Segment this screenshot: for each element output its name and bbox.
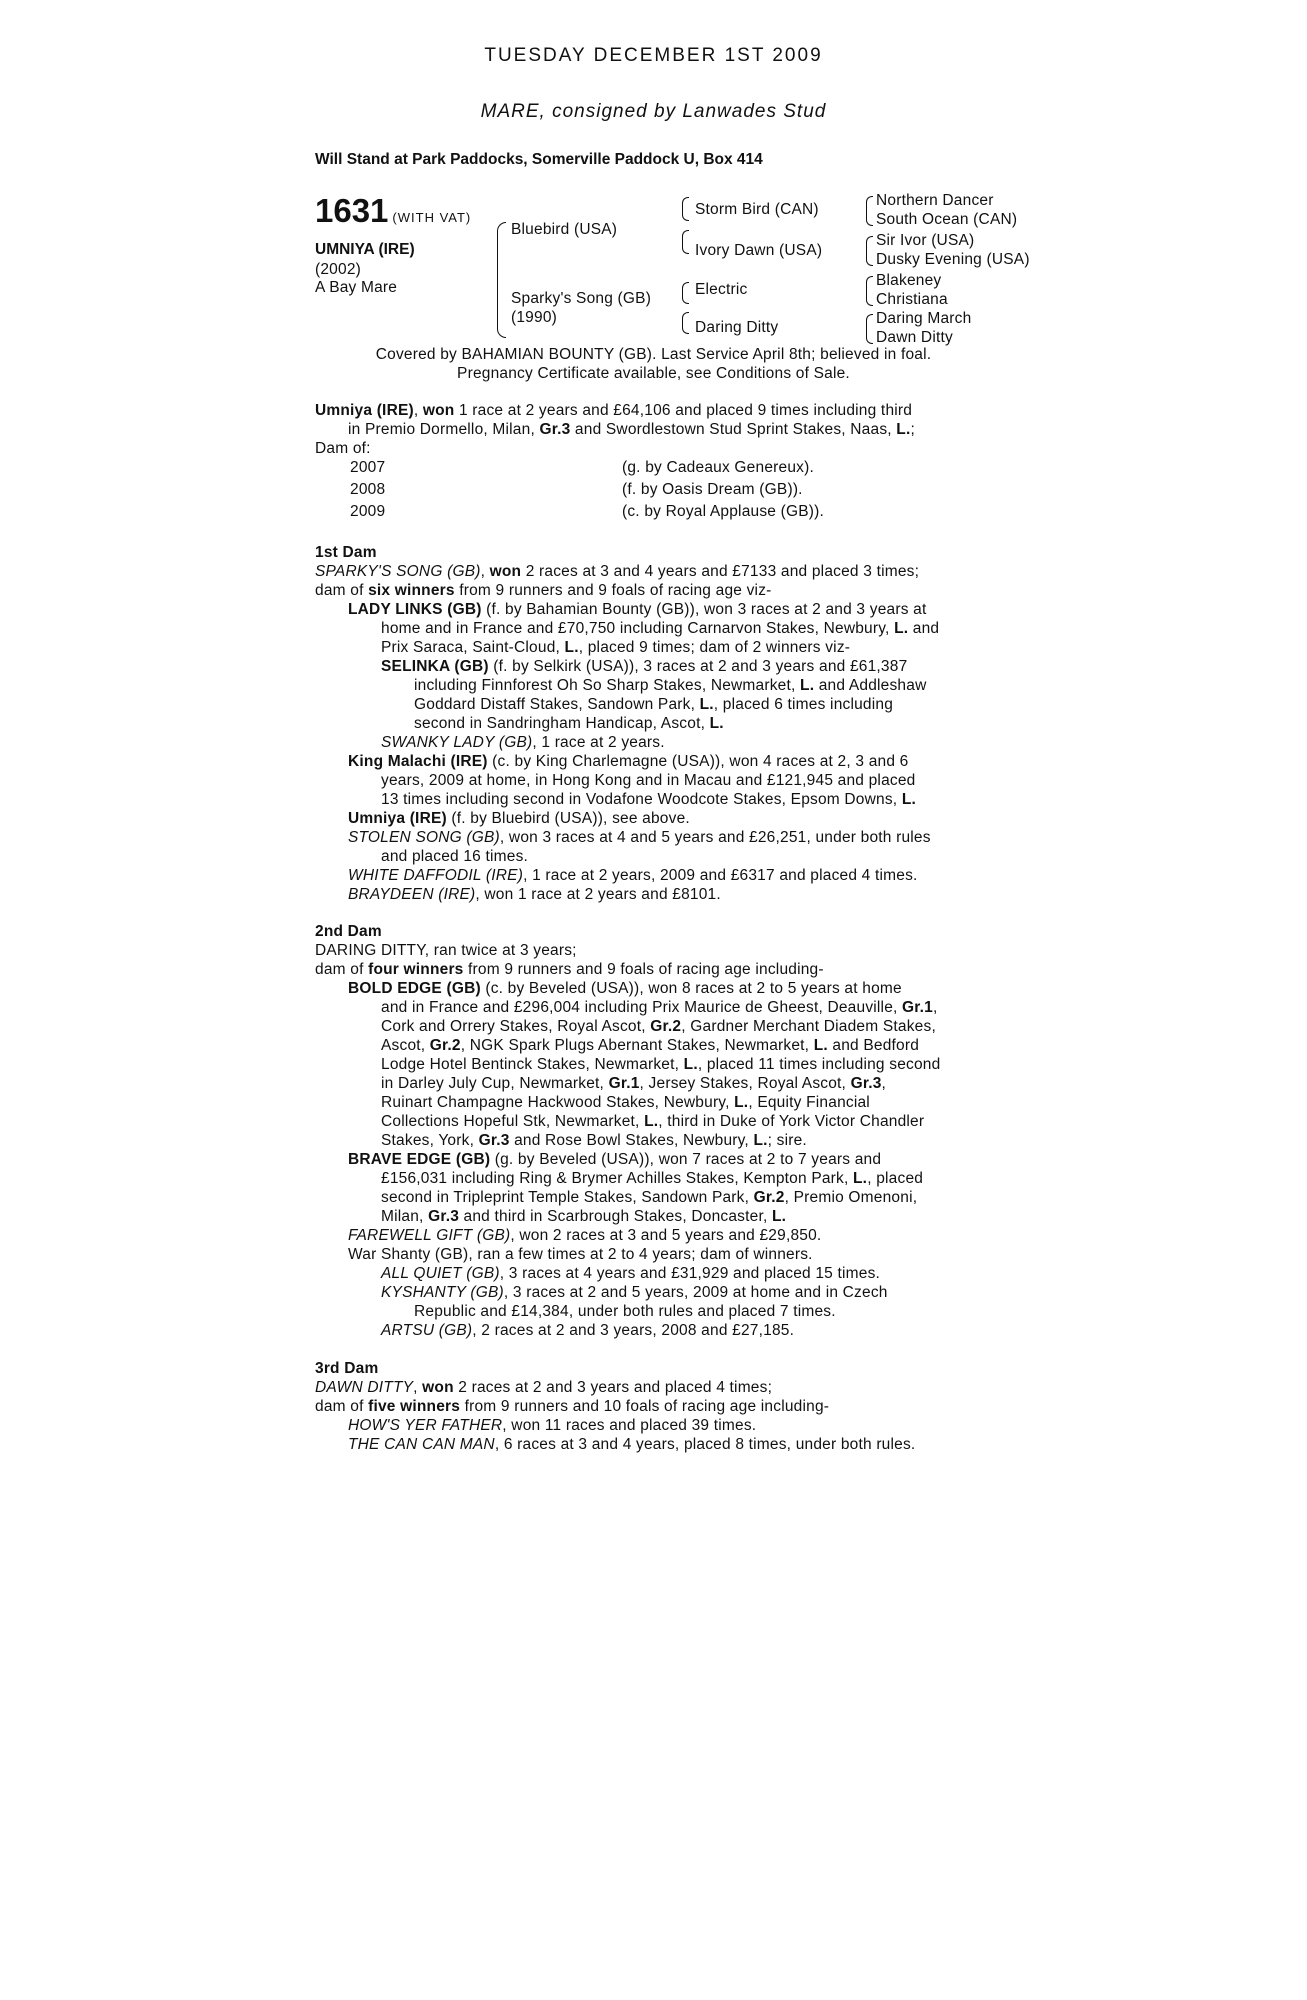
- pedigree-brace: [682, 312, 689, 334]
- produce-intro: Umniya (IRE), won 1 race at 2 years and £64,106 and placed 9 times including third in Premio Dormello, Milan, Gr.3 and Swordlestown Stud Sprint Stakes, Naas, L.; Dam of:: [315, 401, 995, 458]
- produce-year: 2008: [350, 481, 386, 498]
- vat-note: (WITH VAT): [392, 210, 472, 225]
- progeny-name: ALL QUIET (GB): [381, 1265, 500, 1282]
- gg-7: Daring March: [876, 310, 972, 327]
- progeny-name: WHITE DAFFODIL (IRE): [348, 867, 524, 884]
- produce-text: (c. by Royal Applause (GB)).: [622, 503, 825, 520]
- progeny-text: , 6 races at 3 and 4 years, placed 8 times, under both rules.: [494, 1436, 916, 1453]
- progeny-text: , 1 race at 2 years.: [532, 734, 665, 751]
- horse-name: UMNIYA (IRE): [315, 241, 415, 258]
- sire: Bluebird (USA): [511, 221, 618, 238]
- section-heading: 2nd Dam: [315, 923, 382, 940]
- progeny-text: (f. by Selkirk (USA)), 3 races at 2 and 3 years and £61,387: [488, 658, 908, 675]
- grade-label: Gr.2: [429, 1037, 461, 1054]
- sire-dam: Ivory Dawn (USA): [695, 242, 823, 259]
- dam-text: from 9 runners and 9 foals of racing age viz-: [454, 582, 772, 599]
- progeny-text: , 1 race at 2 years, 2009 and £6317 and placed 4 times.: [523, 867, 918, 884]
- progeny-text: , won 11 races and placed 39 times.: [502, 1417, 757, 1434]
- grade-label: Gr.3: [539, 421, 571, 438]
- covered-note: [0, 345, 1307, 383]
- pedigree-brace: [682, 230, 689, 254]
- grade-label: Gr.1: [902, 999, 934, 1016]
- grade-label: Gr.2: [753, 1189, 785, 1206]
- won-label: won: [489, 563, 522, 580]
- grade-label: Gr.2: [650, 1018, 682, 1035]
- dam-text: from 9 runners and 9 foals of racing age including-: [463, 961, 824, 978]
- progeny-text: , Gardner Merchant Diadem Stakes,: [681, 1018, 936, 1035]
- progeny-text: , won 1 race at 2 years and £8101.: [475, 886, 721, 903]
- section-heading: 3rd Dam: [315, 1360, 379, 1377]
- produce-text: (g. by Cadeaux Genereux).: [622, 459, 814, 476]
- progeny-text: , 3 races at 2 and 5 years, 2009 at home and in Czech: [503, 1284, 888, 1301]
- listed-label: L.: [853, 1170, 868, 1187]
- progeny-text: and Rose Bowl Stakes, Newbury,: [509, 1132, 754, 1149]
- horse-year: (2002): [315, 261, 362, 278]
- progeny-text: , NGK Spark Plugs Abernant Stakes, Newmarket,: [460, 1037, 814, 1054]
- progeny-text: , placed 11 times including second: [697, 1056, 941, 1073]
- progeny-text: , 3 races at 4 years and £31,929 and placed 15 times.: [499, 1265, 881, 1282]
- gg-6: Christiana: [876, 291, 948, 308]
- grade-label: Gr.3: [850, 1075, 882, 1092]
- progeny-text: ; sire.: [767, 1132, 807, 1149]
- listed-label: L.: [894, 620, 909, 637]
- dam-text: dam of: [315, 582, 369, 599]
- progeny-text: (f. by Bluebird (USA)), see above.: [446, 810, 690, 827]
- grade-label: Gr.3: [428, 1208, 460, 1225]
- progeny-text: , won 2 races at 3 and 5 years and £29,850.: [510, 1227, 822, 1244]
- horse-description: A Bay Mare: [315, 279, 398, 296]
- progeny-name: LADY LINKS (GB): [348, 601, 482, 618]
- section-heading: 1st Dam: [315, 544, 377, 561]
- second-dam-section: [315, 922, 995, 1340]
- intro-text: and Swordlestown Stud Sprint Stakes, Naas,: [570, 421, 897, 438]
- winners-count: four winners: [368, 961, 464, 978]
- listed-label: L.: [734, 1094, 749, 1111]
- pedigree-brace: [866, 196, 873, 226]
- progeny-text: ,: [881, 1075, 887, 1092]
- progeny-text: Cork and Orrery Stakes, Royal Ascot,: [381, 1018, 651, 1035]
- progeny-text: and third in Scarbrough Stakes, Doncaster,: [459, 1208, 772, 1225]
- covered-line-2: Pregnancy Certificate available, see Conditions of Sale.: [457, 365, 850, 382]
- pedigree-brace: [682, 282, 689, 304]
- listed-label: L.: [753, 1132, 768, 1149]
- progeny-text: including Finnforest Oh So Sharp Stakes, Newmarket,: [414, 677, 801, 694]
- progeny-text: , Premio Omenoni,: [784, 1189, 918, 1206]
- horse-name-ref: Umniya (IRE): [315, 402, 414, 419]
- progeny-text: and placed 16 times.: [381, 848, 529, 865]
- progeny-text: and in France and £296,004 including Prix Maurice de Gheest, Deauville,: [381, 999, 903, 1016]
- dam-text: 2 races at 3 and 4 years and £7133 and placed 3 times;: [521, 563, 920, 580]
- dam-text: dam of: [315, 961, 369, 978]
- progeny-text: home and in France and £70,750 including Carnarvon Stakes, Newbury,: [381, 620, 895, 637]
- covered-line-1: Covered by BAHAMIAN BOUNTY (GB). Last Service April 8th; believed in foal.: [375, 346, 932, 363]
- progeny-text: Goddard Distaff Stakes, Sandown Park,: [414, 696, 700, 713]
- won-label: won: [422, 402, 455, 419]
- progeny-name: SELINKA (GB): [381, 658, 489, 675]
- progeny-text: second in Tripleprint Temple Stakes, Sandown Park,: [381, 1189, 754, 1206]
- listed-label: L.: [901, 791, 916, 808]
- progeny-text: years, 2009 at home, in Hong Kong and in Macau and £121,945 and placed: [381, 772, 916, 789]
- dam-sire: Electric: [695, 281, 748, 298]
- progeny-text: ,: [933, 999, 938, 1016]
- pedigree-brace: [682, 197, 689, 221]
- dam-name: SPARKY'S SONG (GB): [315, 563, 481, 580]
- progeny-text: , Jersey Stakes, Royal Ascot,: [639, 1075, 851, 1092]
- progeny-text: Collections Hopeful Stk, Newmarket,: [381, 1113, 645, 1130]
- progeny-name: FAREWELL GIFT (GB): [348, 1227, 511, 1244]
- dam-text: from 9 runners and 10 foals of racing age including-: [460, 1398, 830, 1415]
- progeny-text: (c. by King Charlemagne (USA)), won 4 races at 2, 3 and 6: [487, 753, 909, 770]
- progeny-text: , placed: [867, 1170, 924, 1187]
- listed-label: L.: [683, 1056, 698, 1073]
- progeny-text: Lodge Hotel Bentinck Stakes, Newmarket,: [381, 1056, 684, 1073]
- listed-label: L.: [644, 1113, 659, 1130]
- third-dam-section: 3rd Dam DAWN DITTY, won 2 races at 2 and 3 years and placed 4 times; dam of five winners from 9 runners and 10 foals of racing age including- HOW'S YER FATHER, won 11 races and placed 39 times. THE CAN CAN MAN, 6 races at 3 and 4 years, placed 8 times, under both rules.: [315, 1359, 995, 1454]
- progeny-name: Umniya (IRE): [348, 810, 447, 827]
- winners-count: six winners: [368, 582, 455, 599]
- progeny-text: (c. by Beveled (USA)), won 8 races at 2 to 5 years at home: [480, 980, 902, 997]
- dam-text: 2 races at 2 and 3 years and placed 4 times;: [453, 1379, 773, 1396]
- listed-label: L.: [800, 677, 815, 694]
- first-dam-section: 1st Dam SPARKY'S SONG (GB), won 2 races at 3 and 4 years and £7133 and placed 3 times; dam of six winners from 9 runners and 9 foals of racing age viz- LADY LINKS (GB) (f. by Bahamian Bounty (GB)), won 3 races at 2 and 3 years at home and in France and £70,750 including Carnarvon Stakes, Newbury, L. and Prix Saraca, Saint-Cloud, L., placed 9 times; dam of 2 winners viz- SELINKA (GB) (f. by Selkirk (USA)), 3 races at 2 and 3 years and £61,387 including Finnforest Oh So Sharp Stakes, Newmarket, L. and Addleshaw Goddard Distaff Stakes, Sandown Park, L., placed 6 times including second in Sandringham Handicap, Ascot, L. SWANKY LADY (GB), 1 race at 2 years. King Malachi (IRE) (c. by King Charlemagne (USA)), won 4 races at 2, 3 and 6 years, 2009 at home, in Hong Kong and in Macau and £121,945 and placed 13 times including second in Vodafone Woodcote Stakes, Epsom Downs, L. Umniya (IRE) (f. by Bluebird (USA)), see above. STOLEN SONG (GB), won 3 races at 4 and 5 years and £26,251, under both rules and placed 16 times. WHITE DAFFODIL (IRE), 1 race at 2 years, 2009 and £6317 and placed 4 times. BRAYDEEN (IRE), won 1 race at 2 years and £8101.: [315, 543, 995, 904]
- progeny-text: Prix Saraca, Saint-Cloud,: [381, 639, 565, 656]
- progeny-name: SWANKY LADY (GB): [381, 734, 533, 751]
- grade-label: Gr.3: [478, 1132, 510, 1149]
- dam-year: (1990): [511, 309, 558, 326]
- dam-text: dam of: [315, 1398, 369, 1415]
- progeny-name: King Malachi (IRE): [348, 753, 488, 770]
- progeny-text: (f. by Bahamian Bounty (GB)), won 3 races at 2 and 3 years at: [481, 601, 927, 618]
- dam-name: DAWN DITTY: [315, 1379, 414, 1396]
- produce-text: (f. by Oasis Dream (GB)).: [622, 481, 803, 498]
- progeny-text: second in Sandringham Handicap, Ascot,: [414, 715, 710, 732]
- listed-label: L.: [709, 715, 724, 732]
- progeny-text: Republic and £14,384, under both rules and placed 7 times.: [414, 1303, 836, 1320]
- winners-count: five winners: [368, 1398, 461, 1415]
- produce-year: 2009: [350, 503, 386, 520]
- progeny-text: Ascot,: [381, 1037, 430, 1054]
- dam-of-label: Dam of:: [315, 440, 371, 457]
- progeny-name: THE CAN CAN MAN: [348, 1436, 495, 1453]
- pedigree-brace: [866, 314, 873, 344]
- progeny-name: KYSHANTY (GB): [381, 1284, 504, 1301]
- listed-label: L.: [699, 696, 714, 713]
- progeny-text: and: [908, 620, 940, 637]
- progeny-text: £156,031 including Ring & Brymer Achilles Stakes, Kempton Park,: [381, 1170, 854, 1187]
- dam-dam: Daring Ditty: [695, 319, 779, 336]
- pedigree-brace: [497, 222, 506, 338]
- progeny-text: and Addleshaw: [814, 677, 927, 694]
- progeny-text: Ruinart Champagne Hackwood Stakes, Newbury,: [381, 1094, 735, 1111]
- intro-text: in Premio Dormello, Milan,: [348, 421, 540, 438]
- progeny-text: (g. by Beveled (USA)), won 7 races at 2 to 7 years and: [490, 1151, 882, 1168]
- gg-1: Northern Dancer: [876, 192, 994, 209]
- listed-label: L.: [564, 639, 579, 656]
- progeny-text: , won 3 races at 4 and 5 years and £26,251, under both rules: [499, 829, 931, 846]
- pedigree-brace: [866, 236, 873, 266]
- stand-location: Will Stand at Park Paddocks, Somerville Paddock U, Box 414: [315, 151, 763, 168]
- gg-4: Dusky Evening (USA): [876, 251, 1030, 268]
- progeny-text: , 2 races at 2 and 3 years, 2008 and £27,185.: [472, 1322, 795, 1339]
- dam: Sparky's Song (GB): [511, 290, 652, 307]
- progeny-text: Stakes, York,: [381, 1132, 479, 1149]
- gg-5: Blakeney: [876, 272, 942, 289]
- progeny-text: , placed 6 times including: [713, 696, 894, 713]
- lot-description: MARE, consigned by Lanwades Stud: [480, 101, 827, 122]
- progeny-text: 13 times including second in Vodafone Woodcote Stakes, Epsom Downs,: [381, 791, 902, 808]
- won-label: won: [422, 1379, 454, 1396]
- progeny-text: War Shanty (GB), ran a few times at 2 to 4 years; dam of winners.: [348, 1246, 813, 1263]
- lot-number: [315, 192, 471, 230]
- sale-date: TUESDAY DECEMBER 1ST 2009: [484, 45, 823, 66]
- progeny-text: in Darley July Cup, Newmarket,: [381, 1075, 609, 1092]
- dam-text: DARING DITTY, ran twice at 3 years;: [315, 942, 577, 959]
- progeny-name: STOLEN SONG (GB): [348, 829, 500, 846]
- intro-text: ;: [910, 421, 915, 438]
- gg-8: Dawn Ditty: [876, 329, 953, 346]
- pedigree-brace: [866, 276, 873, 306]
- grade-label: Gr.1: [608, 1075, 640, 1092]
- progeny-name: HOW'S YER FATHER: [348, 1417, 503, 1434]
- listed-label: L.: [896, 421, 911, 438]
- progeny-text: Milan,: [381, 1208, 429, 1225]
- progeny-name: BRAYDEEN (IRE): [348, 886, 476, 903]
- listed-label: L.: [771, 1208, 787, 1225]
- produce-year: 2007: [350, 459, 386, 476]
- progeny-name: ARTSU (GB): [381, 1322, 473, 1339]
- gg-3: Sir Ivor (USA): [876, 232, 975, 249]
- gg-2: South Ocean (CAN): [876, 211, 1018, 228]
- listed-label: L.: [813, 1037, 828, 1054]
- progeny-text: , Equity Financial: [748, 1094, 870, 1111]
- progeny-text: , placed 9 times; dam of 2 winners viz-: [578, 639, 851, 656]
- lot-number-value: 1631: [315, 192, 389, 229]
- progeny-name: BRAVE EDGE (GB): [348, 1151, 491, 1168]
- progeny-text: and Bedford: [827, 1037, 920, 1054]
- progeny-text: , third in Duke of York Victor Chandler: [658, 1113, 925, 1130]
- intro-text: 1 race at 2 years and £64,106 and placed 9 times including third: [454, 402, 913, 419]
- progeny-name: BOLD EDGE (GB): [348, 980, 481, 997]
- sire-sire: Storm Bird (CAN): [695, 201, 819, 218]
